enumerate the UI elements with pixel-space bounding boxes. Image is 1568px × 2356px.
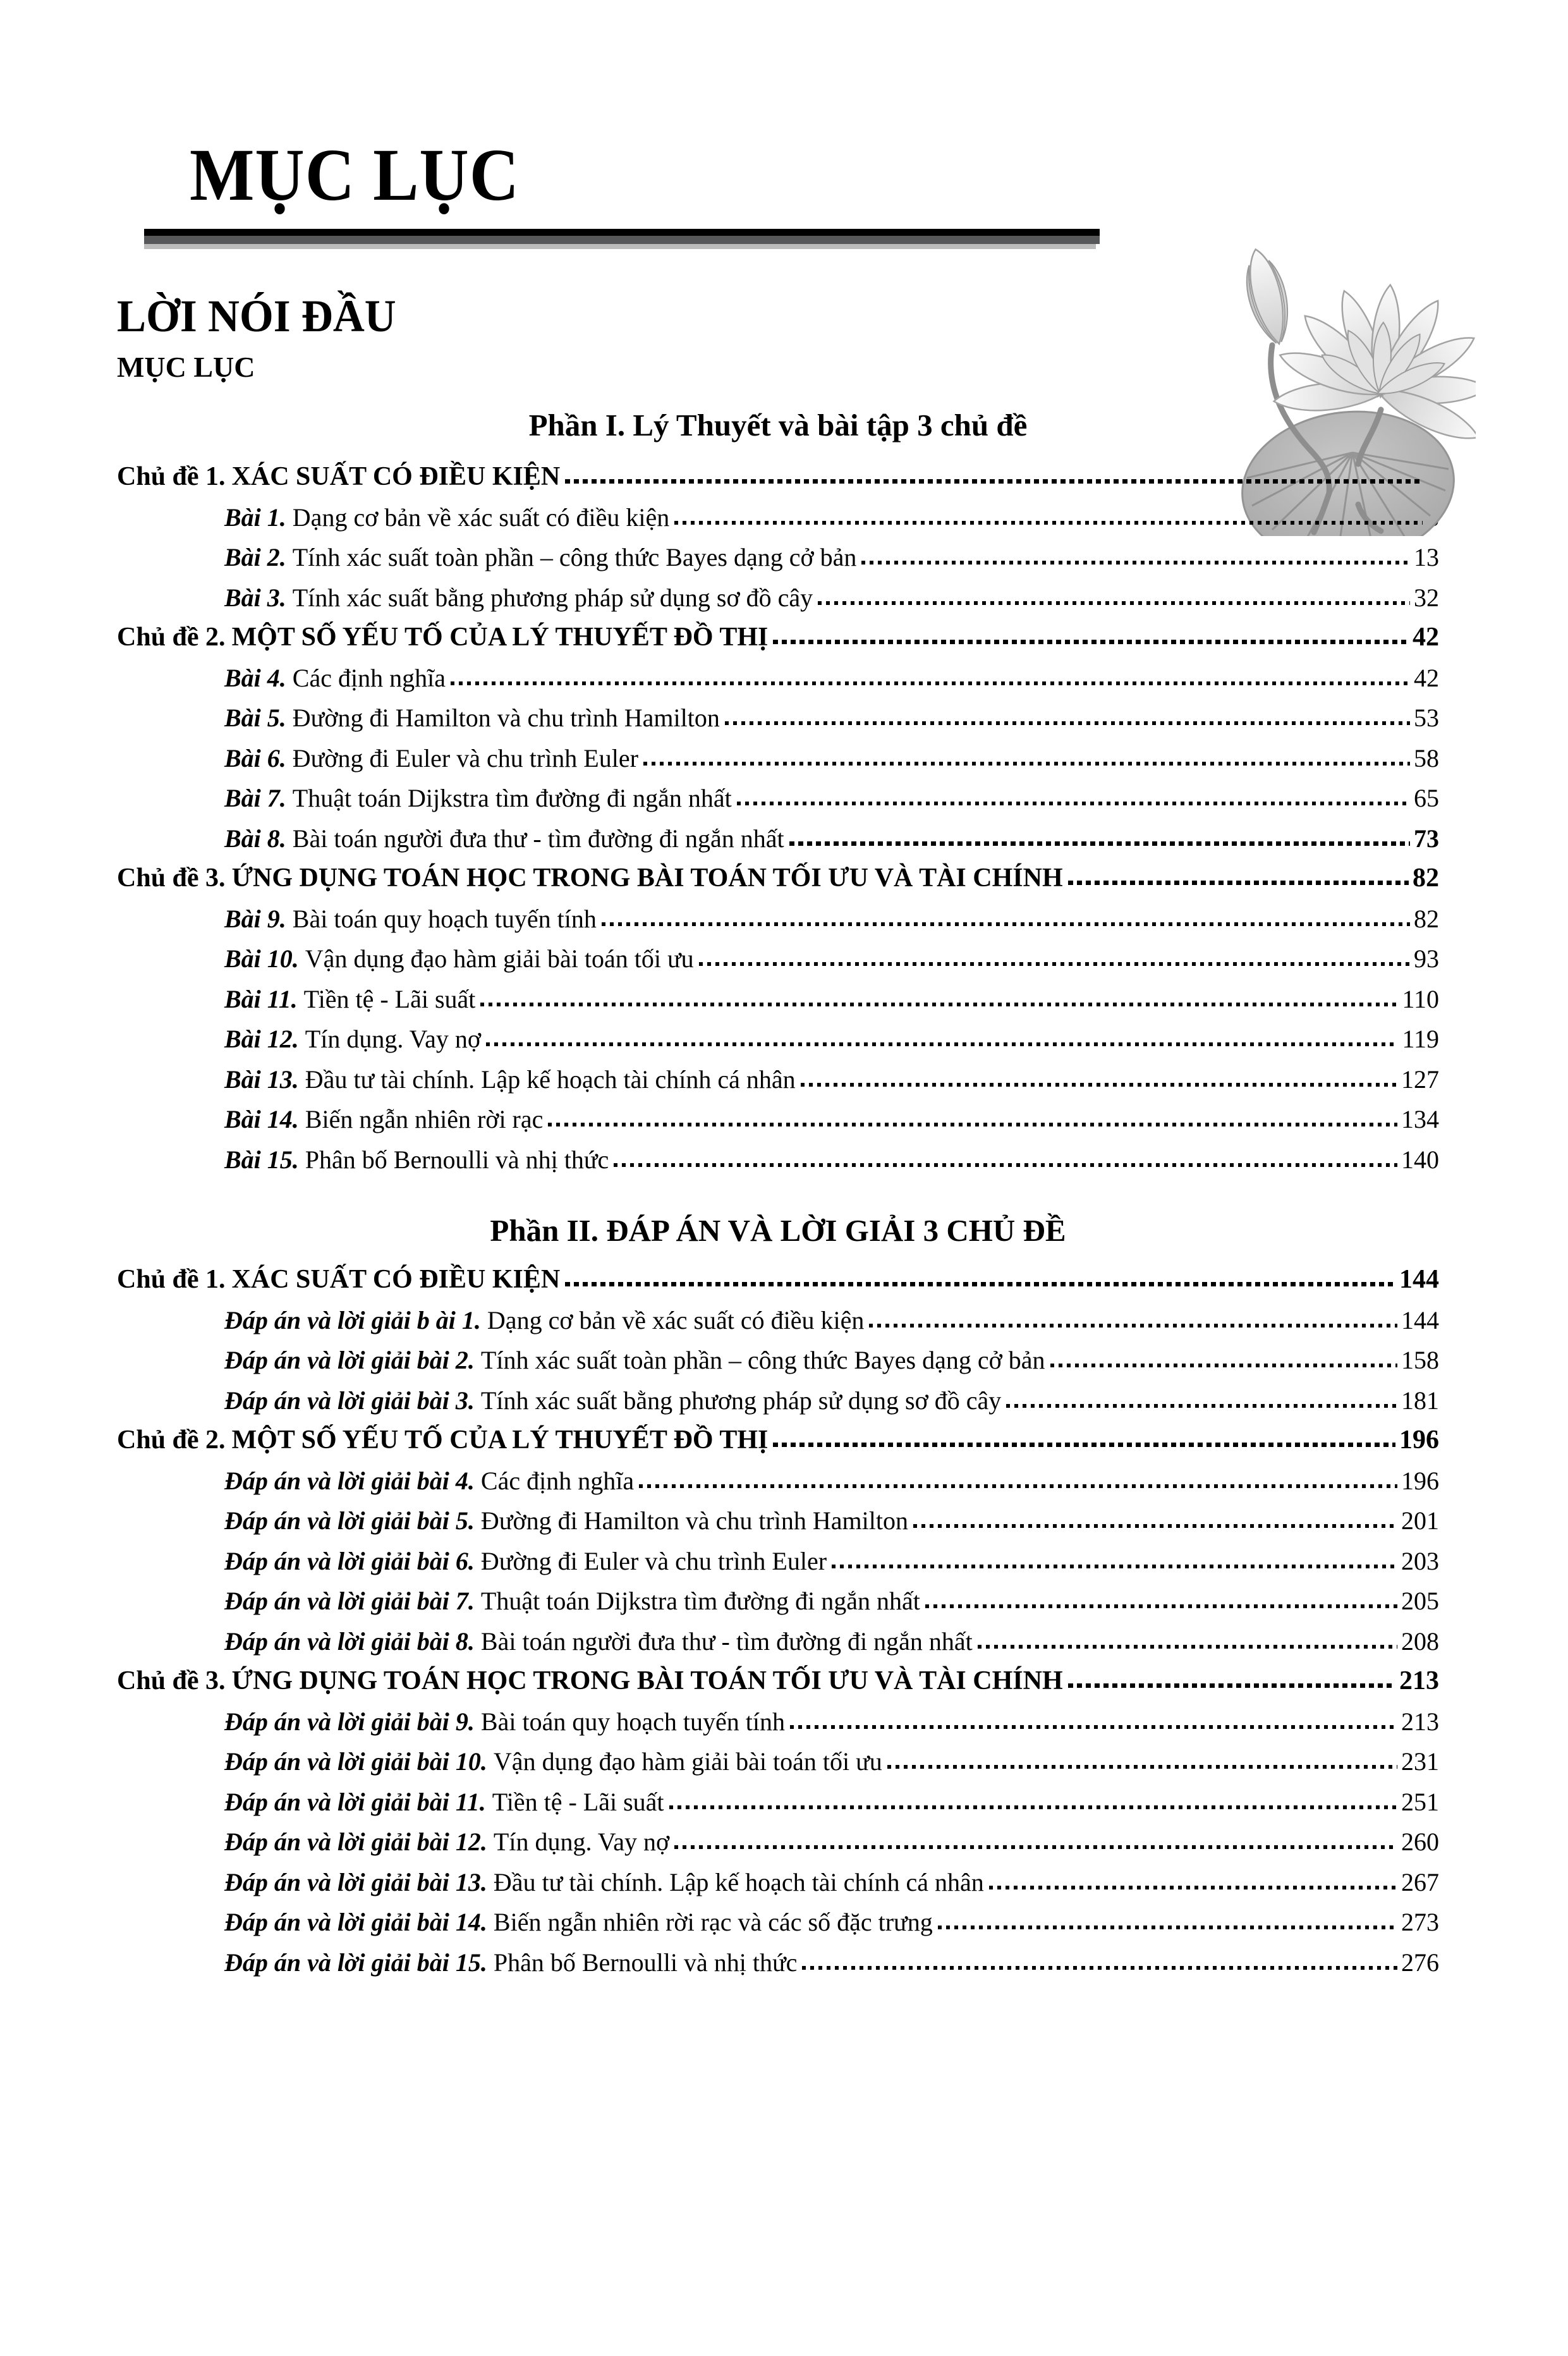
dot-leader — [925, 1604, 1397, 1608]
entry-page-number: 208 — [1401, 1627, 1439, 1656]
entry-page-number: 82 — [1414, 904, 1439, 933]
entry-page-number: 144 — [1401, 1305, 1439, 1334]
entry-title: Tín dụng. Vay nợ — [305, 1025, 481, 1053]
dot-leader — [913, 1524, 1397, 1528]
entry-title: Vận dụng đạo hàm giải bài toán tối ưu — [493, 1747, 882, 1776]
entry-label: Bài 11. — [224, 984, 298, 1013]
entry-page-number: 158 — [1401, 1346, 1439, 1374]
dot-leader — [773, 640, 1409, 644]
dot-leader — [602, 922, 1410, 926]
entry-label: Đáp án và lời giải bài 8. — [224, 1627, 475, 1656]
entry-page-number: 144 — [1399, 1265, 1439, 1294]
entry-page-number: 93 — [1414, 944, 1439, 973]
dot-leader — [1050, 1364, 1398, 1367]
dot-leader — [674, 521, 1423, 525]
entry-title: Tính xác suất toàn phần – công thức Bayes dạng cở bản — [480, 1346, 1045, 1374]
toc-item-row — [117, 1461, 1439, 1501]
entry-title: Dạng cơ bản về xác suất có điều kiện — [487, 1305, 865, 1334]
entry-label: Đáp án và lời giải bài 9. — [224, 1707, 475, 1736]
entry-label: Đáp án và lời giải bài 6. — [224, 1546, 475, 1575]
entry-label: Đáp án và lời giải bài 14. — [224, 1908, 487, 1936]
dot-leader — [486, 1042, 1399, 1046]
toc-item-row — [117, 1541, 1439, 1582]
toc-heading: MỤC LỤC — [117, 351, 255, 383]
toc-item-row — [117, 1300, 1439, 1341]
entry-label: Đáp án và lời giải bài 2. — [224, 1346, 475, 1374]
toc-item-row — [117, 1782, 1439, 1822]
entry-title: Đường đi Hamilton và chu trình Hamilton — [292, 704, 720, 732]
entry-label: Đáp án và lời giải bài 13. — [224, 1867, 487, 1896]
entry-page-number: 267 — [1401, 1867, 1439, 1896]
toc-item-row — [117, 1381, 1439, 1421]
entry-label: Đáp án và lời giải bài 3. — [224, 1386, 475, 1415]
entry-label: Bài 13. — [224, 1065, 299, 1094]
entry-page-number: 119 — [1402, 1025, 1439, 1053]
entry-label: Đáp án và lời giải bài 11. — [224, 1787, 486, 1816]
entry-title: Thuật toán Dijkstra tìm đường đi ngắn nhất — [480, 1587, 920, 1615]
entry-label: Chủ đề 3. — [117, 864, 226, 893]
entry-label: Chủ đề 1. — [117, 462, 226, 491]
toc-item-row — [117, 698, 1439, 738]
toc-item-row — [117, 658, 1439, 699]
entry-page-number: 196 — [1401, 1466, 1439, 1495]
entry-label: Bài 15. — [224, 1145, 299, 1174]
entry-title: XÁC SUẤT CÓ ĐIỀU KIỆN — [231, 1265, 561, 1294]
dot-leader — [565, 1282, 1395, 1286]
entry-label: Đáp án và lời giải bài 5. — [224, 1506, 475, 1535]
entry-page-number: 213 — [1399, 1666, 1439, 1695]
dot-leader — [451, 681, 1410, 685]
entry-title: Tính xác suất toàn phần – công thức Bayes dạng cở bản — [292, 543, 857, 571]
entry-label: Bài 9. — [224, 904, 286, 933]
toc-item-row — [117, 738, 1439, 779]
entry-title: Tính xác suất bằng phương pháp sử dụng sơ đồ cây — [292, 583, 813, 612]
entry-page-number: 53 — [1414, 704, 1439, 732]
toc-item-row — [117, 1581, 1439, 1621]
entry-title: ỨNG DỤNG TOÁN HỌC TRONG BÀI TOÁN TỐI ƯU VÀ TÀI CHÍNH — [231, 864, 1063, 893]
entry-page-number: 134 — [1401, 1105, 1439, 1133]
entry-title: MỘT SỐ YẾU TỐ CỦA LÝ THUYẾT ĐỒ THỊ — [231, 623, 769, 652]
dot-leader — [989, 1886, 1397, 1889]
entry-page-number: 42 — [1414, 663, 1439, 692]
dot-leader — [614, 1163, 1397, 1167]
entry-label: Bài 5. — [224, 704, 286, 732]
entry-page-number: 82 — [1413, 864, 1439, 893]
toc-item-row — [117, 939, 1439, 979]
part1-heading: Phần I. Lý Thuyết và bài tập 3 chủ đề — [528, 408, 1028, 443]
entry-page-number: 231 — [1401, 1747, 1439, 1776]
entry-label: Bài 14. — [224, 1105, 299, 1133]
entry-page-number: 276 — [1401, 1948, 1439, 1977]
toc-item-row — [117, 979, 1439, 1020]
entry-title: Biến ngẫn nhiên rời rạc và các số đặc trưng — [493, 1908, 933, 1936]
dot-leader — [699, 962, 1410, 966]
toc-chapter-row — [117, 618, 1439, 658]
dot-leader — [643, 762, 1410, 766]
entry-label: Đáp án và lời giải bài 10. — [224, 1747, 487, 1776]
entry-page-number: 13 — [1414, 543, 1439, 571]
entry-label: Bài 8. — [224, 824, 286, 853]
toc-page — [0, 133, 1568, 2356]
entry-title: MỘT SỐ YẾU TỐ CỦA LÝ THUYẾT ĐỒ THỊ — [231, 1425, 769, 1455]
dot-leader — [790, 1725, 1397, 1729]
entry-title: Bài toán quy hoạch tuyến tính — [292, 904, 597, 933]
toc-item-row — [117, 819, 1439, 859]
entry-title: Tín dụng. Vay nợ — [493, 1828, 670, 1856]
entry-page-number: 181 — [1401, 1386, 1439, 1415]
entry-title: Dạng cơ bản về xác suất có điều kiện — [292, 503, 670, 532]
entry-label: Bài 3. — [224, 583, 286, 612]
entry-page-number: 260 — [1401, 1828, 1439, 1856]
dot-leader — [548, 1123, 1397, 1126]
entry-title: Bài toán quy hoạch tuyến tính — [480, 1707, 785, 1736]
toc-item-row — [117, 1943, 1439, 1983]
part1-toc-list — [117, 457, 1439, 1180]
entry-page-number: 73 — [1414, 824, 1439, 853]
toc-item-row — [117, 1862, 1439, 1903]
dot-leader — [978, 1645, 1397, 1649]
dot-leader — [801, 1083, 1397, 1087]
entry-page-number: 213 — [1401, 1707, 1439, 1736]
entry-page-number: 32 — [1414, 583, 1439, 612]
dot-leader — [725, 721, 1410, 725]
toc-item-row — [117, 537, 1439, 578]
dot-leader — [669, 1805, 1397, 1809]
toc-item-row — [117, 899, 1439, 939]
toc-item-row — [117, 1059, 1439, 1100]
entry-page-number: 273 — [1401, 1908, 1439, 1936]
entry-label: Bài 7. — [224, 784, 286, 812]
lotus-illustration — [1172, 201, 1476, 536]
entry-page-number: 110 — [1402, 984, 1439, 1013]
dot-leader — [938, 1926, 1397, 1929]
entry-page-number: 127 — [1401, 1065, 1439, 1094]
entry-label: Bài 12. — [224, 1025, 299, 1053]
entry-title: Bài toán người đưa thư - tìm đường đi ngắn nhất — [292, 824, 784, 853]
entry-title: XÁC SUẤT CÓ ĐIỀU KIỆN — [231, 462, 561, 491]
toc-item-row — [117, 1140, 1439, 1180]
entry-title: Biến ngẫn nhiên rời rạc — [305, 1105, 544, 1133]
toc-chapter-row — [117, 1661, 1439, 1702]
toc-chapter-row — [117, 1420, 1439, 1461]
entry-title: Bài toán người đưa thư - tìm đường đi ngắn nhất — [480, 1627, 973, 1656]
toc-item-row — [117, 1742, 1439, 1782]
entry-label: Đáp án và lời giải b ài 1. — [224, 1305, 481, 1334]
entry-title: Đường đi Euler và chu trình Euler — [292, 743, 638, 772]
dot-leader — [737, 802, 1410, 805]
dot-leader — [789, 841, 1410, 846]
entry-title: Tính xác suất bằng phương pháp sử dụng sơ đồ cây — [480, 1386, 1002, 1415]
entry-title: Tiền tệ - Lãi suất — [492, 1787, 664, 1816]
entry-title: Thuật toán Dijkstra tìm đường đi ngắn nhất — [292, 784, 732, 812]
toc-item-row — [117, 1621, 1439, 1662]
entry-page-number: 251 — [1401, 1787, 1439, 1816]
title-divider-rule — [144, 229, 1100, 249]
toc-item-row — [117, 1019, 1439, 1059]
dot-leader — [869, 1324, 1397, 1328]
entry-label: Bài 2. — [224, 543, 286, 571]
entry-title: Đường đi Hamilton và chu trình Hamilton — [480, 1506, 908, 1535]
entry-title: Các định nghĩa — [480, 1466, 635, 1495]
toc-item-row — [117, 1340, 1439, 1381]
dot-leader — [565, 479, 1422, 484]
entry-page-number: 196 — [1399, 1425, 1439, 1455]
dot-leader — [1068, 1683, 1395, 1688]
dot-leader — [674, 1845, 1397, 1849]
entry-title: Đường đi Euler và chu trình Euler — [480, 1546, 827, 1575]
entry-title: Đầu tư tài chính. Lập kế hoạch tài chính cá nhân — [493, 1867, 984, 1896]
entry-page-number: 58 — [1414, 743, 1439, 772]
entry-label: Đáp án và lời giải bài 15. — [224, 1948, 487, 1977]
dot-leader — [773, 1443, 1395, 1447]
entry-label: Đáp án và lời giải bài 4. — [224, 1466, 475, 1495]
entry-label: Chủ đề 2. — [117, 1425, 226, 1455]
toc-item-row — [117, 1902, 1439, 1943]
dot-leader — [1068, 881, 1409, 885]
dot-leader — [818, 601, 1410, 605]
toc-item-row — [117, 1099, 1439, 1140]
toc-item-row — [117, 1501, 1439, 1541]
entry-label: Chủ đề 3. — [117, 1666, 226, 1695]
part2-toc-list — [117, 1260, 1439, 1982]
entry-label: Chủ đề 2. — [117, 623, 226, 652]
entry-label: Bài 1. — [224, 503, 286, 532]
dot-leader — [887, 1765, 1397, 1769]
entry-title: Tiền tệ - Lãi suất — [303, 984, 476, 1013]
dot-leader — [639, 1484, 1397, 1488]
entry-title: Vận dụng đạo hàm giải bài toán tối ưu — [305, 944, 694, 973]
entry-page-number: 203 — [1401, 1546, 1439, 1575]
dot-leader — [1006, 1404, 1397, 1408]
entry-page-number: 140 — [1401, 1145, 1439, 1174]
part2-heading: Phần II. ĐÁP ÁN VÀ LỜI GIẢI 3 CHỦ ĐỀ — [490, 1213, 1066, 1248]
entry-page-number: 201 — [1401, 1506, 1439, 1535]
toc-chapter-row — [117, 858, 1439, 899]
entry-page-number: 205 — [1401, 1587, 1439, 1615]
entry-title: Các định nghĩa — [292, 663, 446, 692]
entry-title: Đầu tư tài chính. Lập kế hoạch tài chính cá nhân — [305, 1065, 796, 1094]
entry-page-number: 42 — [1413, 623, 1439, 652]
toc-chapter-row — [117, 1260, 1439, 1300]
entry-page-number: 65 — [1414, 784, 1439, 812]
entry-title: Phân bố Bernoulli và nhị thức — [305, 1145, 609, 1174]
entry-title: ỨNG DỤNG TOÁN HỌC TRONG BÀI TOÁN TỐI ƯU VÀ TÀI CHÍNH — [231, 1666, 1063, 1695]
entry-label: Bài 4. — [224, 663, 286, 692]
dot-leader — [802, 1966, 1397, 1970]
toc-item-row — [117, 578, 1439, 618]
toc-item-row — [117, 1702, 1439, 1742]
dot-leader — [832, 1565, 1397, 1568]
toc-item-row — [117, 778, 1439, 819]
dot-leader — [861, 561, 1410, 565]
entry-title: Phân bố Bernoulli và nhị thức — [493, 1948, 798, 1977]
entry-label: Đáp án và lời giải bài 12. — [224, 1828, 487, 1856]
entry-label: Bài 6. — [224, 743, 286, 772]
entry-label: Đáp án và lời giải bài 7. — [224, 1587, 475, 1615]
entry-label: Chủ đề 1. — [117, 1265, 226, 1294]
dot-leader — [480, 1003, 1398, 1006]
preface-heading: LỜI NÓI ĐẦU — [117, 291, 396, 341]
toc-item-row — [117, 1822, 1439, 1862]
entry-label: Bài 10. — [224, 944, 299, 973]
page-title: MỤC LỤC — [190, 133, 520, 216]
